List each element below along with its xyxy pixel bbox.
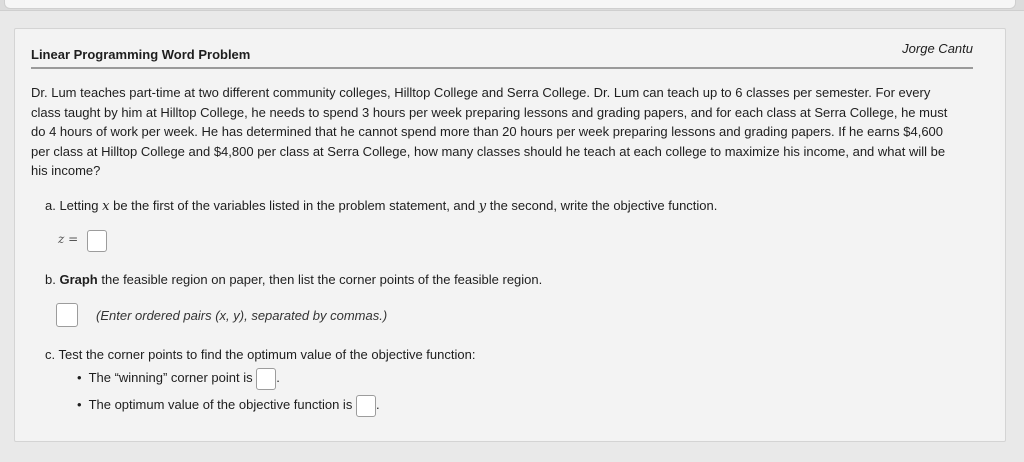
previous-panel-edge — [4, 0, 1016, 9]
corner-points-hint: (Enter ordered pairs (x, y), separated by commas.) — [96, 308, 388, 323]
part-a-suffix: the second, write the objective function. — [489, 198, 718, 213]
top-strip — [0, 0, 1024, 11]
problem-statement: Dr. Lum teaches part-time at two different community colleges, Hilltop College and Serra College. Dr. Lum can teach up to 6 classes per semester. For every class taught by him at Hilltop College, he needs to spend 3 hours per week preparing lessons and grading papers, and for each class at Serra College, he must do 4 hours of work per week. He has determined that he cannot spend more than 20 hours per week preparing lessons and grading papers. If he earns $4,600 per class at Hilltop College and $4,800 per class at Serra College, how many classes should he teach at each college to maximize his income, and what will be his income? — [31, 85, 948, 178]
part-b-question — [45, 272, 542, 287]
variable-x: x — [102, 199, 110, 214]
objective-function-input[interactable] — [87, 230, 107, 252]
bullet: • — [77, 397, 82, 412]
part-b-prefix: b. — [45, 272, 56, 287]
part-a-mid: be the first of the variables listed in the problem statement, and — [113, 198, 476, 213]
z-label: z = — [58, 232, 79, 246]
variable-y: y — [478, 199, 487, 214]
part-b-rest: the feasible region on paper, then list the corner points of the feasible region. — [101, 272, 543, 287]
author-name: Jorge Cantu — [902, 41, 973, 56]
problem-card — [14, 28, 1006, 442]
part-c-question: c. Test the corner points to find the optimum value of the objective function: — [45, 347, 476, 362]
winning-corner-row: • The “winning” corner point is . — [77, 367, 280, 390]
bullet: • — [77, 370, 82, 385]
winning-corner-input[interactable] — [256, 368, 276, 390]
optimum-value-label: The optimum value of the objective function is — [88, 397, 353, 412]
winning-corner-label: The “winning” corner point is — [88, 370, 253, 385]
optimum-value-input[interactable] — [356, 395, 376, 417]
part-b-bold: Graph — [59, 272, 98, 287]
problem-title: Linear Programming Word Problem — [31, 47, 251, 62]
problem-header — [31, 41, 973, 69]
part-a-question — [45, 198, 717, 214]
optimum-value-row: • The optimum value of the objective function is . — [77, 394, 380, 417]
corner-points-input[interactable] — [56, 303, 78, 327]
part-a-prefix: a. Letting — [45, 198, 99, 213]
